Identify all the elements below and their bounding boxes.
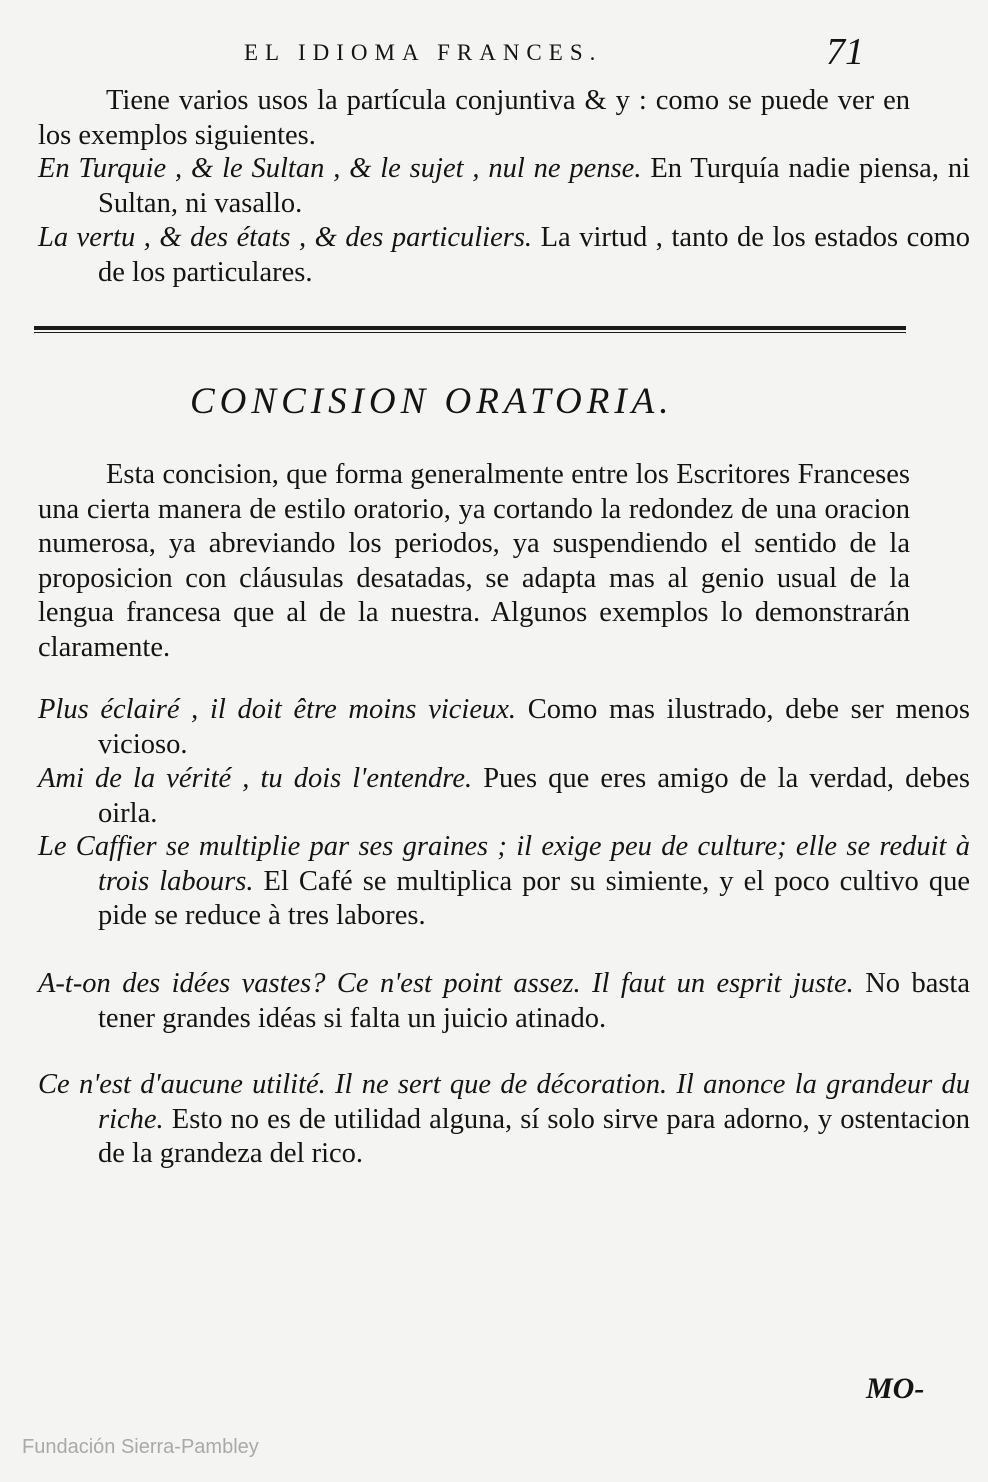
example-4 [38,967,970,1036]
french-sentence: Ami de la vérité , tu dois l'entendre. [38,763,473,794]
section-heading: CONCISION ORATORIA. [190,381,674,422]
spanish-translation: En Turquía nadie piensa, ni Sultan, ni vasallo. [98,153,970,219]
french-sentence: Ce n'est d'aucune utilité. Il ne sert que de décoration. Il anonce la grandeur du riche. [38,1069,970,1135]
intro-paragraph: Tiene varios usos la partícula conjuntiva & y : como se puede ver en los exemplos siguientes. [38,85,910,151]
example-top-1 [38,152,970,221]
example-1 [38,693,970,762]
spanish-translation: El Café se multiplica por su simiente, y el poco cultivo que pide se reduce à tres labores. [98,865,971,931]
example-3 [38,830,970,934]
page-number: 71 [826,31,864,73]
running-title: EL IDIOMA FRANCES. [244,40,603,65]
example-5 [38,1068,970,1172]
spanish-translation: La virtud , tanto de los estados como de los particulares. [98,222,971,288]
library-watermark: Fundación Sierra-Pambley [22,1436,259,1458]
section-intro: Esta concision, que forma generalmente entre los Escritores Franceses una cierta manera de estilo oratorio, ya cortando la redondez de una oracion numerosa, ya abreviando los periodos, ya suspendiendo el sentido de la proposicion con cláusulas desatadas, se adapta mas al genio usual de la lengua francesa que al de la nuestra. Algunos exemplos lo demonstrarán claramente. [38,459,910,663]
section-divider [34,326,906,333]
french-sentence: En Turquie , & le Sultan , & le sujet , nul ne pense. [38,153,642,184]
example-top-2 [38,221,970,290]
example-2 [38,762,970,831]
french-sentence: Plus éclairé , il doit être moins vicieux. [38,694,517,725]
french-sentence: A-t-on des idées vastes? Ce n'est point assez. Il faut un esprit juste. [38,968,854,999]
spanish-translation: Esto no es de utilidad alguna, sí solo sirve para adorno, y ostentacion de la grandeza del rico. [98,1103,971,1169]
french-sentence: La vertu , & des états , & des particuliers. [38,222,533,253]
french-sentence: Le Caffier se multiplie par ses graines ; il exige peu de culture; elle se reduit à trois labours. [38,831,970,897]
catchword: MO- [866,1372,925,1405]
spanish-translation: Como mas ilustrado, debe ser menos vicioso. [98,694,970,760]
spanish-translation: No basta tener grandes idéas si falta un juicio atinado. [98,968,970,1034]
spanish-translation: Pues que eres amigo de la verdad, debes oirla. [98,763,970,829]
